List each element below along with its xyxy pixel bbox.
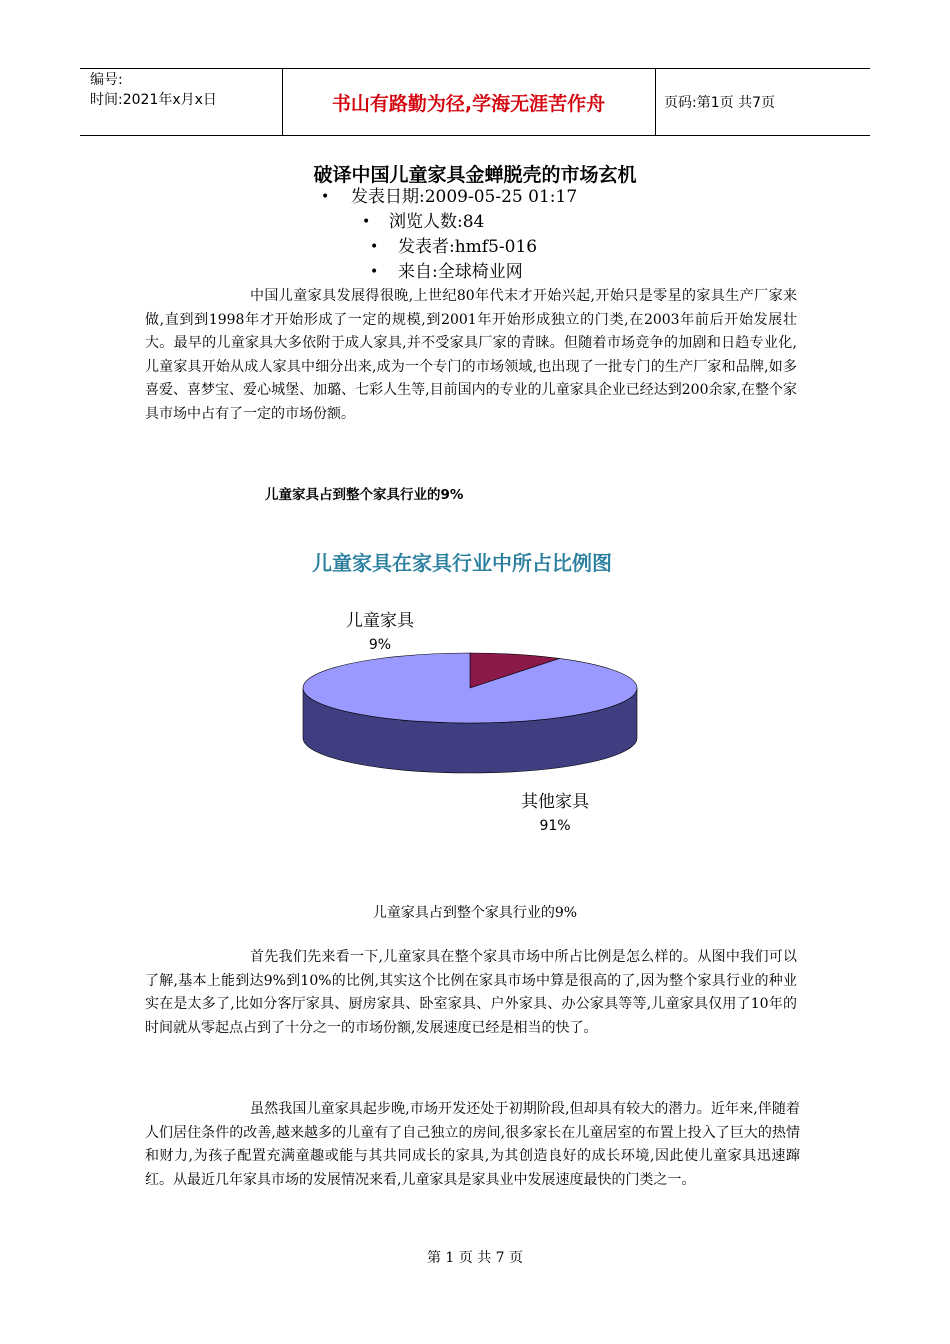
meta-item-date	[321, 185, 577, 210]
slice-label-children: 儿童家具	[346, 611, 414, 631]
meta-views-text: 浏览人数:84	[389, 212, 485, 232]
bullet-icon: •	[370, 264, 379, 280]
chart-title: 儿童家具在家具行业中所占比例图	[312, 551, 612, 575]
pie-slice-1	[303, 653, 637, 723]
header-page-number: 页码:第1页 共7页	[664, 95, 775, 111]
meta-source-text: 来自:全球椅业网	[398, 262, 523, 282]
bullet-icon: •	[321, 189, 330, 205]
pie-chart	[270, 535, 680, 845]
header-divider	[655, 68, 656, 136]
figure-caption: 儿童家具占到整个家具行业的9%	[372, 905, 578, 921]
meta-item-views	[362, 210, 484, 235]
meta-item-source	[370, 260, 523, 285]
article-title: 破译中国儿童家具金蝉脱壳的市场玄机	[313, 164, 637, 186]
meta-date-text: 发表日期:2009-05-25 01:17	[351, 187, 578, 207]
chart-subheading: 儿童家具占到整个家具行业的9%	[265, 487, 464, 503]
page-header	[80, 68, 870, 136]
paragraph-intro: 中国儿童家具发展得很晚,上世纪80年代末才开始兴起,开始只是零星的家具生产厂家来做,直到到1998年才开始形成了一定的规模,到2001年开始形成独立的门类,在2003年前后开始发展壮大。最早的儿童家具大多依附于成人家具,并不受家具厂家的青睐。但随着市场竞争的加剧和日趋专业化,儿童家具开始从成人家具中细分出来,成为一个专门的市场领域,也出现了一批专门的生产厂家和品牌,如多喜爱、喜梦宝、爱心城堡、加璐、七彩人生等,目前国内的专业的儿童家具企业已经达到200余家,在整个家具市场中占有了一定的市场份额。	[145, 288, 797, 422]
time-label: 时间:2021年x月x日	[90, 92, 217, 108]
meta-author-text: 发表者:hmf5-016	[398, 237, 538, 257]
page-footer: 第 1 页 共 7 页	[426, 1250, 524, 1266]
paragraph-potential: 虽然我国儿童家具起步晚,市场开发还处于初期阶段,但却具有较大的潜力。近年来,伴随着人们居住条件的改善,越来越多的儿童有了自己独立的房间,很多家长在儿童居室的布置上投入了巨大的热情和财力,为孩子配置充满童趣或能与其共同成长的家具,为其创造良好的成长环境,因此使儿童家具迅速蹿红。从最近几年家具市场的发展情况来看,儿童家具是家具业中发展速度最快的门类之一。	[145, 1101, 800, 1188]
bullet-icon: •	[362, 214, 371, 230]
header-info	[90, 70, 217, 110]
slice-value-other: 91%	[539, 818, 571, 834]
meta-item-author	[370, 235, 537, 260]
paragraph-analysis: 首先我们先来看一下,儿童家具在整个家具市场中所占比例是怎么样的。从图中我们可以了解,基本上能到达9%到10%的比例,其实这个比例在家具市场中算是很高的了,因为整个家具行业的种业实在是太多了,比如分客厅家具、厨房家具、卧室家具、户外家具、办公家具等等,儿童家具仅用了10年的时间就从零起点占到了十分之一的市场份额,发展速度已经是相当的快了。	[145, 949, 797, 1036]
number-label: 编号:	[90, 72, 123, 88]
bullet-icon: •	[370, 239, 379, 255]
slice-value-children: 9%	[368, 637, 392, 653]
header-motto: 书山有路勤为径,学海无涯苦作舟	[331, 92, 606, 115]
slice-label-other: 其他家具	[521, 792, 589, 812]
pie-group	[303, 653, 637, 773]
